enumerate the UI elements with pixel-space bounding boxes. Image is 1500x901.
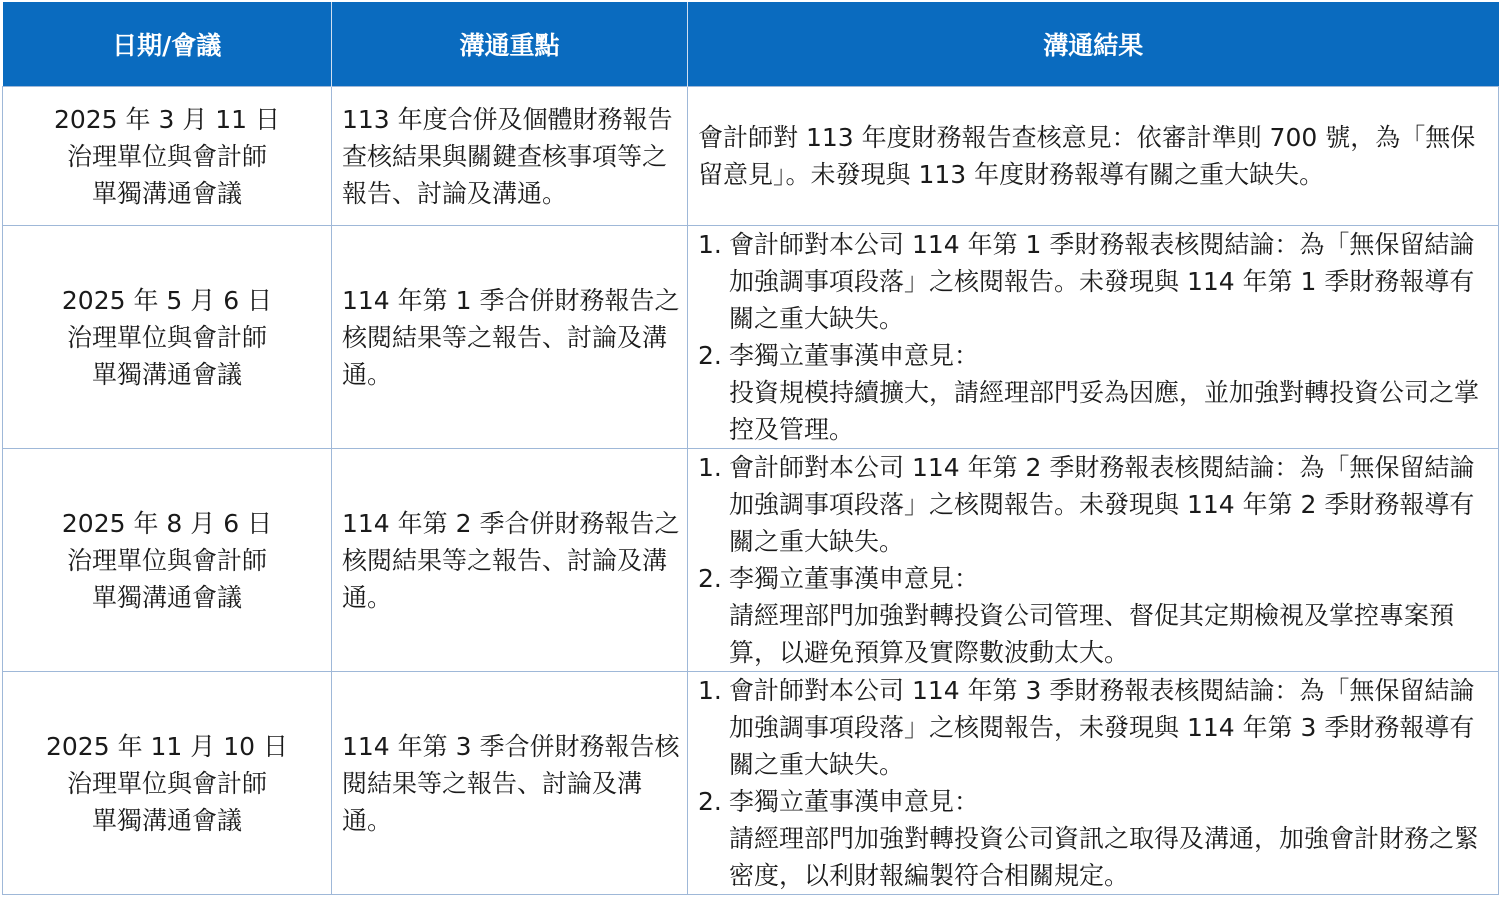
result-cell: 會計師對 113 年度財務報告查核意見：依審計準則 700 號，為「無保留意見」。未發現與 113 年度財務報導有關之重大缺失。 xyxy=(688,87,1499,226)
item-text: 會計師對本公司 114 年第 3 季財務報表核閱結論：為「無保留結論加強調事項段落」之核閱報告，未發現與 114 年第 3 季財務報導有關之重大缺失。 xyxy=(729,676,1475,779)
result-list xyxy=(698,672,1490,894)
result-cell xyxy=(688,672,1499,895)
focus-cell: 114 年第 3 季合併財務報告核閱結果等之報告、討論及溝通。 xyxy=(332,672,688,895)
item-number: 1. xyxy=(698,230,722,259)
item-text: 李獨立董事漢申意見： xyxy=(729,564,980,593)
date-text: 2025 年 8 月 6 日 xyxy=(61,508,273,538)
item-text: 李獨立董事漢申意見： xyxy=(729,787,980,816)
list-item xyxy=(698,226,1490,337)
date-cell xyxy=(3,226,332,449)
item-text: 李獨立董事漢申意見： xyxy=(729,341,980,370)
result-list xyxy=(698,449,1490,671)
focus-cell: 114 年第 2 季合併財務報告之核閱結果等之報告、討論及溝通。 xyxy=(332,449,688,672)
meeting-parties: 治理單位與會計師 xyxy=(66,545,267,575)
meeting-parties: 治理單位與會計師 xyxy=(66,768,267,798)
meeting-type: 單獨溝通會議 xyxy=(91,178,242,208)
item-subtext: 請經理部門加強對轉投資公司資訊之取得及溝通，加強會計財務之緊密度，以利財報編製符合相關規定。 xyxy=(729,824,1480,890)
header-focus: 溝通重點 xyxy=(332,2,688,87)
meeting-parties: 治理單位與會計師 xyxy=(66,141,267,171)
focus-cell: 113 年度合併及個體財務報告查核結果與關鍵查核事項等之報告、討論及溝通。 xyxy=(332,87,688,226)
result-cell xyxy=(688,226,1499,449)
result-cell xyxy=(688,449,1499,672)
item-number: 2. xyxy=(698,564,722,593)
date-cell xyxy=(3,87,332,226)
table-row xyxy=(3,87,1499,226)
meeting-type: 單獨溝通會議 xyxy=(91,582,242,612)
table-header-row xyxy=(3,2,1499,87)
item-number: 1. xyxy=(698,453,722,482)
table-row xyxy=(3,226,1499,449)
list-item xyxy=(698,337,1490,448)
header-result: 溝通結果 xyxy=(688,2,1499,87)
item-text: 會計師對本公司 114 年第 2 季財務報表核閱結論：為「無保留結論加強調事項段落」之核閱報告。未發現與 114 年第 2 季財務報導有關之重大缺失。 xyxy=(729,453,1475,556)
table-row xyxy=(3,672,1499,895)
item-number: 2. xyxy=(698,341,722,370)
meeting-parties: 治理單位與會計師 xyxy=(66,322,267,352)
communication-table xyxy=(2,2,1499,895)
item-text: 會計師對本公司 114 年第 1 季財務報表核閱結論：為「無保留結論加強調事項段落」之核閱報告。未發現與 114 年第 1 季財務報導有關之重大缺失。 xyxy=(729,230,1475,333)
table-row xyxy=(3,449,1499,672)
meeting-type: 單獨溝通會議 xyxy=(91,359,242,389)
focus-cell: 114 年第 1 季合併財務報告之核閱結果等之報告、討論及溝通。 xyxy=(332,226,688,449)
meeting-type: 單獨溝通會議 xyxy=(91,805,242,835)
list-item xyxy=(698,449,1490,560)
list-item xyxy=(698,560,1490,671)
item-subtext: 請經理部門加強對轉投資公司管理、督促其定期檢視及掌控專案預算，以避免預算及實際數波動太大。 xyxy=(729,601,1455,667)
date-cell xyxy=(3,449,332,672)
date-text: 2025 年 5 月 6 日 xyxy=(61,285,273,315)
item-number: 1. xyxy=(698,676,722,705)
list-item xyxy=(698,783,1490,894)
item-subtext: 投資規模持續擴大，請經理部門妥為因應，並加強對轉投資公司之掌控及管理。 xyxy=(729,378,1480,444)
date-cell xyxy=(3,672,332,895)
date-text: 2025 年 11 月 10 日 xyxy=(46,731,288,761)
header-date: 日期/會議 xyxy=(3,2,332,87)
result-list xyxy=(698,226,1490,448)
item-number: 2. xyxy=(698,787,722,816)
list-item xyxy=(698,672,1490,783)
date-text: 2025 年 3 月 11 日 xyxy=(53,104,281,134)
